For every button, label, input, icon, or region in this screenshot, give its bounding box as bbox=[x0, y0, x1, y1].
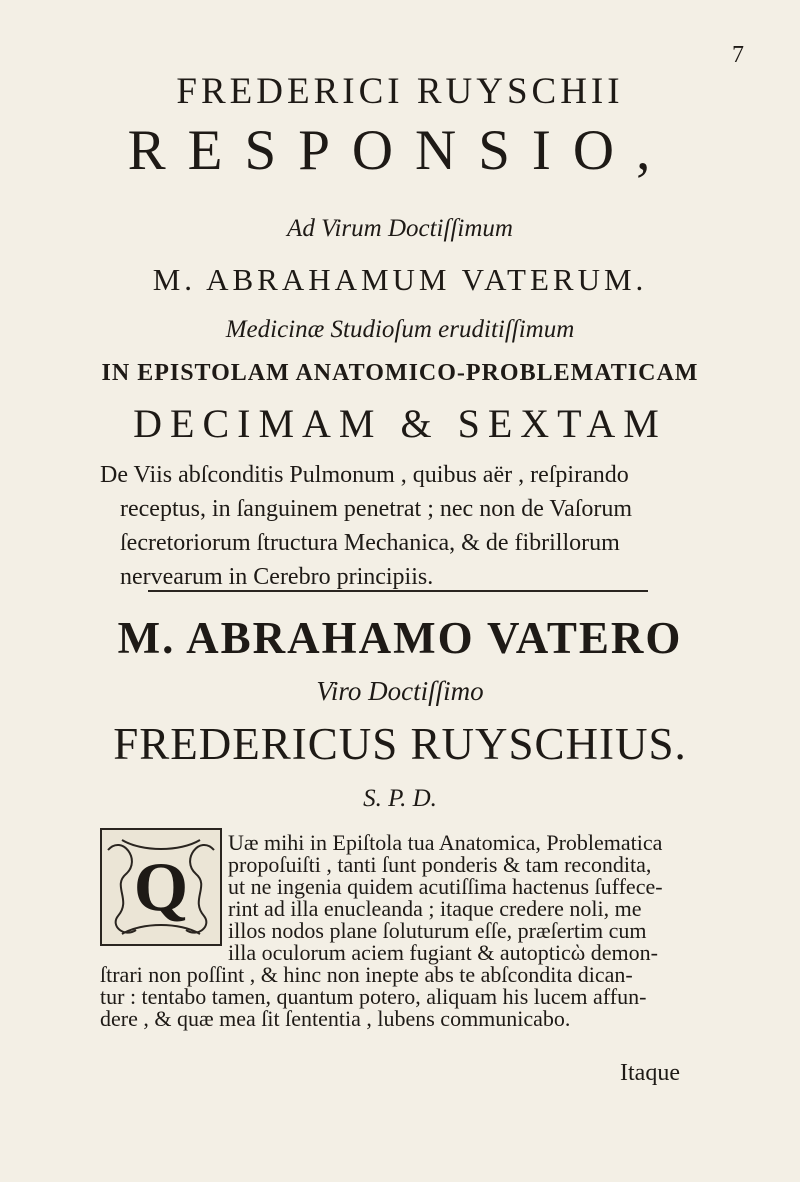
address-prefix: Ad Virum Doctiſſimum bbox=[287, 215, 513, 242]
body-line: ſtrari non poſſint , & hinc non inepte abs te abſcondita dican- bbox=[100, 962, 633, 987]
salutation-sender: FREDERICUS RUYSCHIUS. bbox=[113, 719, 687, 769]
body-line: propoſuiſti , tanti ſunt ponderis & tam recondita, bbox=[228, 852, 652, 877]
catchword: Itaque bbox=[620, 1060, 680, 1086]
ornament-icon bbox=[102, 830, 220, 944]
body-line: tur : tentabo tamen, quantum potero, aliquam his lucem affun- bbox=[100, 984, 647, 1009]
salutation-formula: S. P. D. bbox=[363, 785, 437, 812]
body-line: illa oculorum aciem fugiant & autopticὼ demon- bbox=[228, 940, 658, 965]
body-line: illos nodos plane ſoluturum eſſe, præſertim cum bbox=[228, 918, 647, 943]
decorated-initial bbox=[100, 828, 222, 946]
salutation-description: Viro Doctiſſimo bbox=[316, 676, 484, 706]
recipient-name: M. ABRAHAMUM VATERUM. bbox=[152, 262, 648, 297]
body-line: rint ad illa enucleanda ; itaque credere noli, me bbox=[228, 896, 642, 921]
body-line: dere , & quæ mea ſit ſententia , lubens communicabo. bbox=[100, 1006, 571, 1031]
svg-text:Q: Q bbox=[133, 849, 189, 926]
divider-rule bbox=[148, 590, 648, 592]
title-heading: RESPONSIO, bbox=[127, 119, 673, 182]
body-line: Uæ mihi in Epiſtola tua Anatomica, Problematica bbox=[228, 830, 663, 855]
topic-line: IN EPISTOLAM ANATOMICO-PROBLEMATICAM bbox=[101, 360, 699, 386]
recipient-description: Medicinæ Studioſum eruditiſſimum bbox=[225, 316, 575, 343]
body-line: ut ne ingenia quidem acutiſſima hactenus ſuffece- bbox=[228, 874, 663, 899]
author-heading: FREDERICI RUYSCHII bbox=[176, 71, 624, 112]
page-number: 7 bbox=[732, 42, 744, 68]
salutation-recipient: M. ABRAHAMO VATERO bbox=[117, 613, 683, 663]
topic-numbers: DECIMAM & SEXTAM bbox=[133, 401, 667, 446]
abstract-paragraph: De Viis abſconditis Pulmonum , quibus aër , reſpirando receptus, in ſanguinem penetrat ; nec non de Vaſorum ſecretoriorum ſtructura Mechanica, & de fibrillorum nervearum in Cerebro principiis. bbox=[100, 462, 633, 590]
